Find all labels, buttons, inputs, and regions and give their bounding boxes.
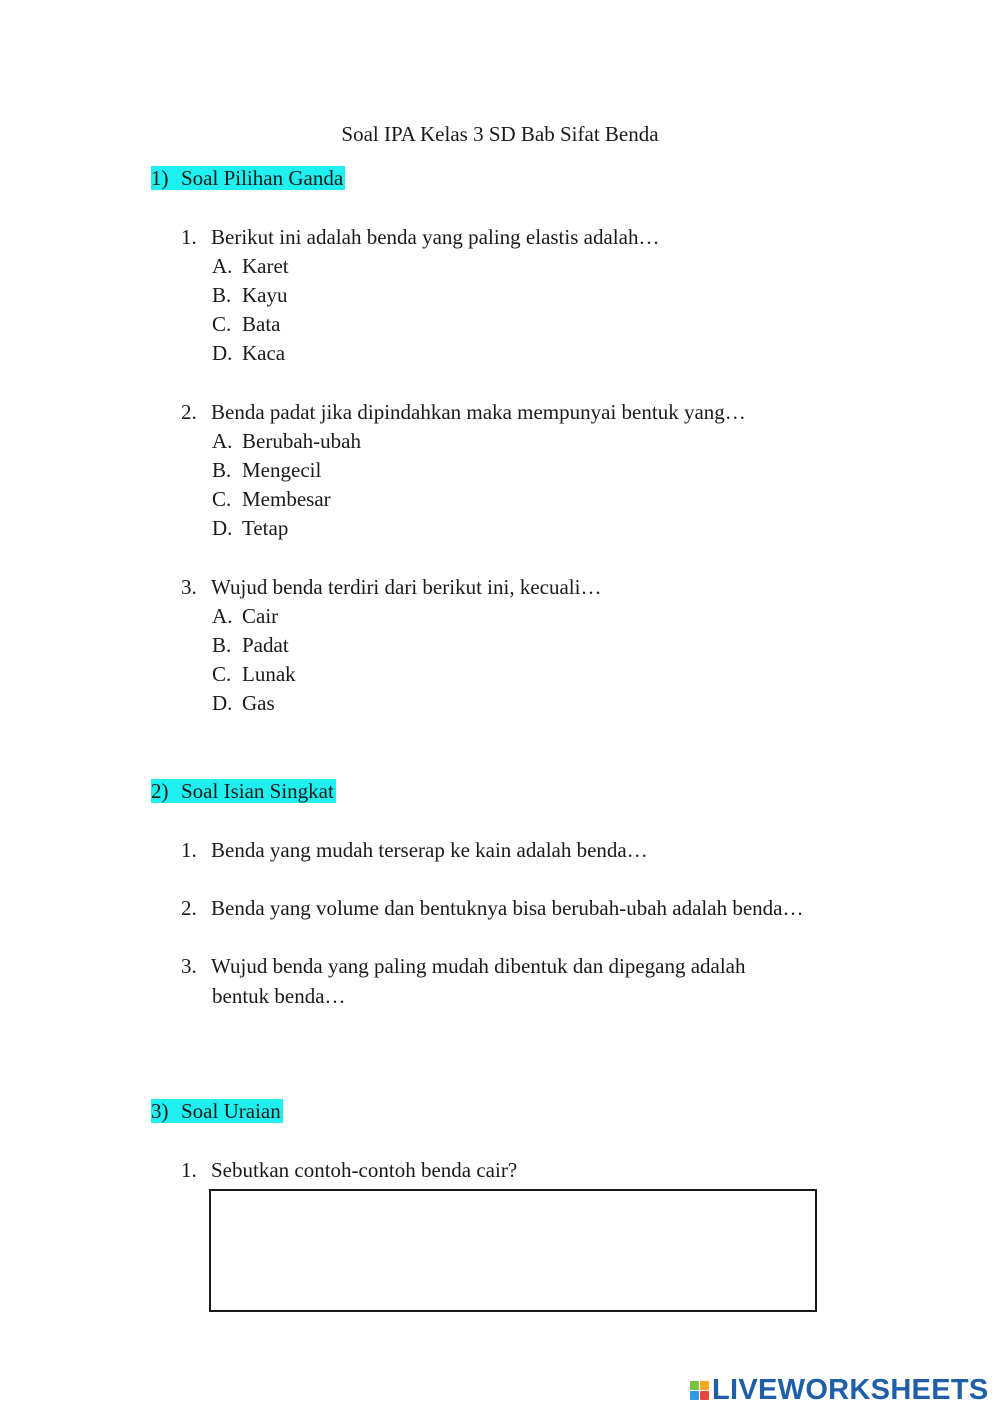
- section-heading-uraian: [151, 1099, 283, 1123]
- section-heading-isian-singkat: [151, 779, 336, 803]
- logo-text: LIVEWORKSHEETS: [712, 1373, 989, 1406]
- option-text: Cair: [242, 604, 279, 628]
- question-text-continued[interactable]: bentuk benda…: [212, 984, 346, 1008]
- section-label: Soal Uraian: [181, 1099, 281, 1123]
- answer-option[interactable]: [212, 283, 288, 307]
- question-number: 2.: [181, 896, 197, 920]
- answer-option[interactable]: [212, 633, 289, 657]
- logo-square-green: [690, 1381, 699, 1390]
- answer-option[interactable]: [212, 341, 285, 365]
- question-text: [181, 1158, 517, 1182]
- answer-option[interactable]: [212, 312, 280, 336]
- option-letter: C.: [212, 662, 232, 686]
- section-heading-pilihan-ganda: [151, 166, 345, 190]
- option-text: Membesar: [242, 487, 331, 511]
- question-text: [181, 400, 746, 424]
- answer-option[interactable]: [212, 691, 275, 715]
- section-number: 2): [151, 779, 169, 803]
- option-text: Tetap: [242, 516, 289, 540]
- section-label: Soal Isian Singkat: [181, 779, 334, 803]
- option-text: Lunak: [242, 662, 296, 686]
- section-number: 3): [151, 1099, 169, 1123]
- option-letter: B.: [212, 283, 232, 307]
- option-letter: C.: [212, 312, 232, 336]
- option-text: Kayu: [242, 283, 288, 307]
- question-label: Berikut ini adalah benda yang paling elastis adalah…: [211, 225, 660, 249]
- option-text: Kaca: [242, 341, 286, 365]
- question-number: 3.: [181, 575, 197, 599]
- option-text: Berubah-ubah: [242, 429, 361, 453]
- essay-answer-box[interactable]: [209, 1189, 817, 1312]
- option-text: Bata: [242, 312, 281, 336]
- option-letter: D.: [212, 341, 233, 365]
- question-label: Benda padat jika dipindahkan maka mempunyai bentuk yang…: [211, 400, 746, 424]
- option-letter: A.: [212, 604, 233, 628]
- question-number: 1.: [181, 838, 197, 862]
- option-letter: B.: [212, 458, 232, 482]
- answer-option[interactable]: [212, 458, 321, 482]
- question-number: 1.: [181, 1158, 197, 1182]
- option-text: Karet: [242, 254, 289, 278]
- option-letter: A.: [212, 429, 233, 453]
- question-label: Benda yang mudah terserap ke kain adalah benda…: [211, 838, 648, 862]
- liveworksheets-logo: [690, 1374, 989, 1406]
- option-letter: B.: [212, 633, 232, 657]
- answer-option[interactable]: [212, 429, 361, 453]
- option-text: Mengecil: [242, 458, 322, 482]
- answer-option[interactable]: [212, 662, 296, 686]
- logo-square-red: [700, 1391, 709, 1400]
- section-number: 1): [151, 166, 169, 190]
- option-letter: D.: [212, 516, 233, 540]
- section-label: Soal Pilihan Ganda: [181, 166, 344, 190]
- option-text: Gas: [242, 691, 275, 715]
- option-letter: C.: [212, 487, 232, 511]
- answer-option[interactable]: [212, 516, 288, 540]
- question-text[interactable]: [181, 838, 648, 862]
- question-label: Benda yang volume dan bentuknya bisa berubah-ubah adalah benda…: [211, 896, 804, 920]
- question-text: [181, 225, 659, 249]
- question-label: Wujud benda yang paling mudah dibentuk dan dipegang adalah: [211, 954, 746, 978]
- option-letter: A.: [212, 254, 233, 278]
- liveworksheets-logo-icon: [690, 1381, 709, 1400]
- question-text[interactable]: [181, 896, 803, 920]
- question-number: 1.: [181, 225, 197, 249]
- question-number: 3.: [181, 954, 197, 978]
- option-letter: D.: [212, 691, 233, 715]
- option-text: Padat: [242, 633, 289, 657]
- question-text[interactable]: [181, 954, 746, 978]
- question-text: [181, 575, 601, 599]
- question-label: Sebutkan contoh-contoh benda cair?: [211, 1158, 518, 1182]
- answer-option[interactable]: [212, 487, 331, 511]
- answer-option[interactable]: [212, 604, 278, 628]
- logo-square-blue: [690, 1391, 699, 1400]
- question-label: Wujud benda terdiri dari berikut ini, kecuali…: [211, 575, 602, 599]
- page-title: Soal IPA Kelas 3 SD Bab Sifat Benda: [341, 122, 659, 146]
- answer-option[interactable]: [212, 254, 289, 278]
- question-number: 2.: [181, 400, 197, 424]
- logo-square-orange: [700, 1381, 709, 1390]
